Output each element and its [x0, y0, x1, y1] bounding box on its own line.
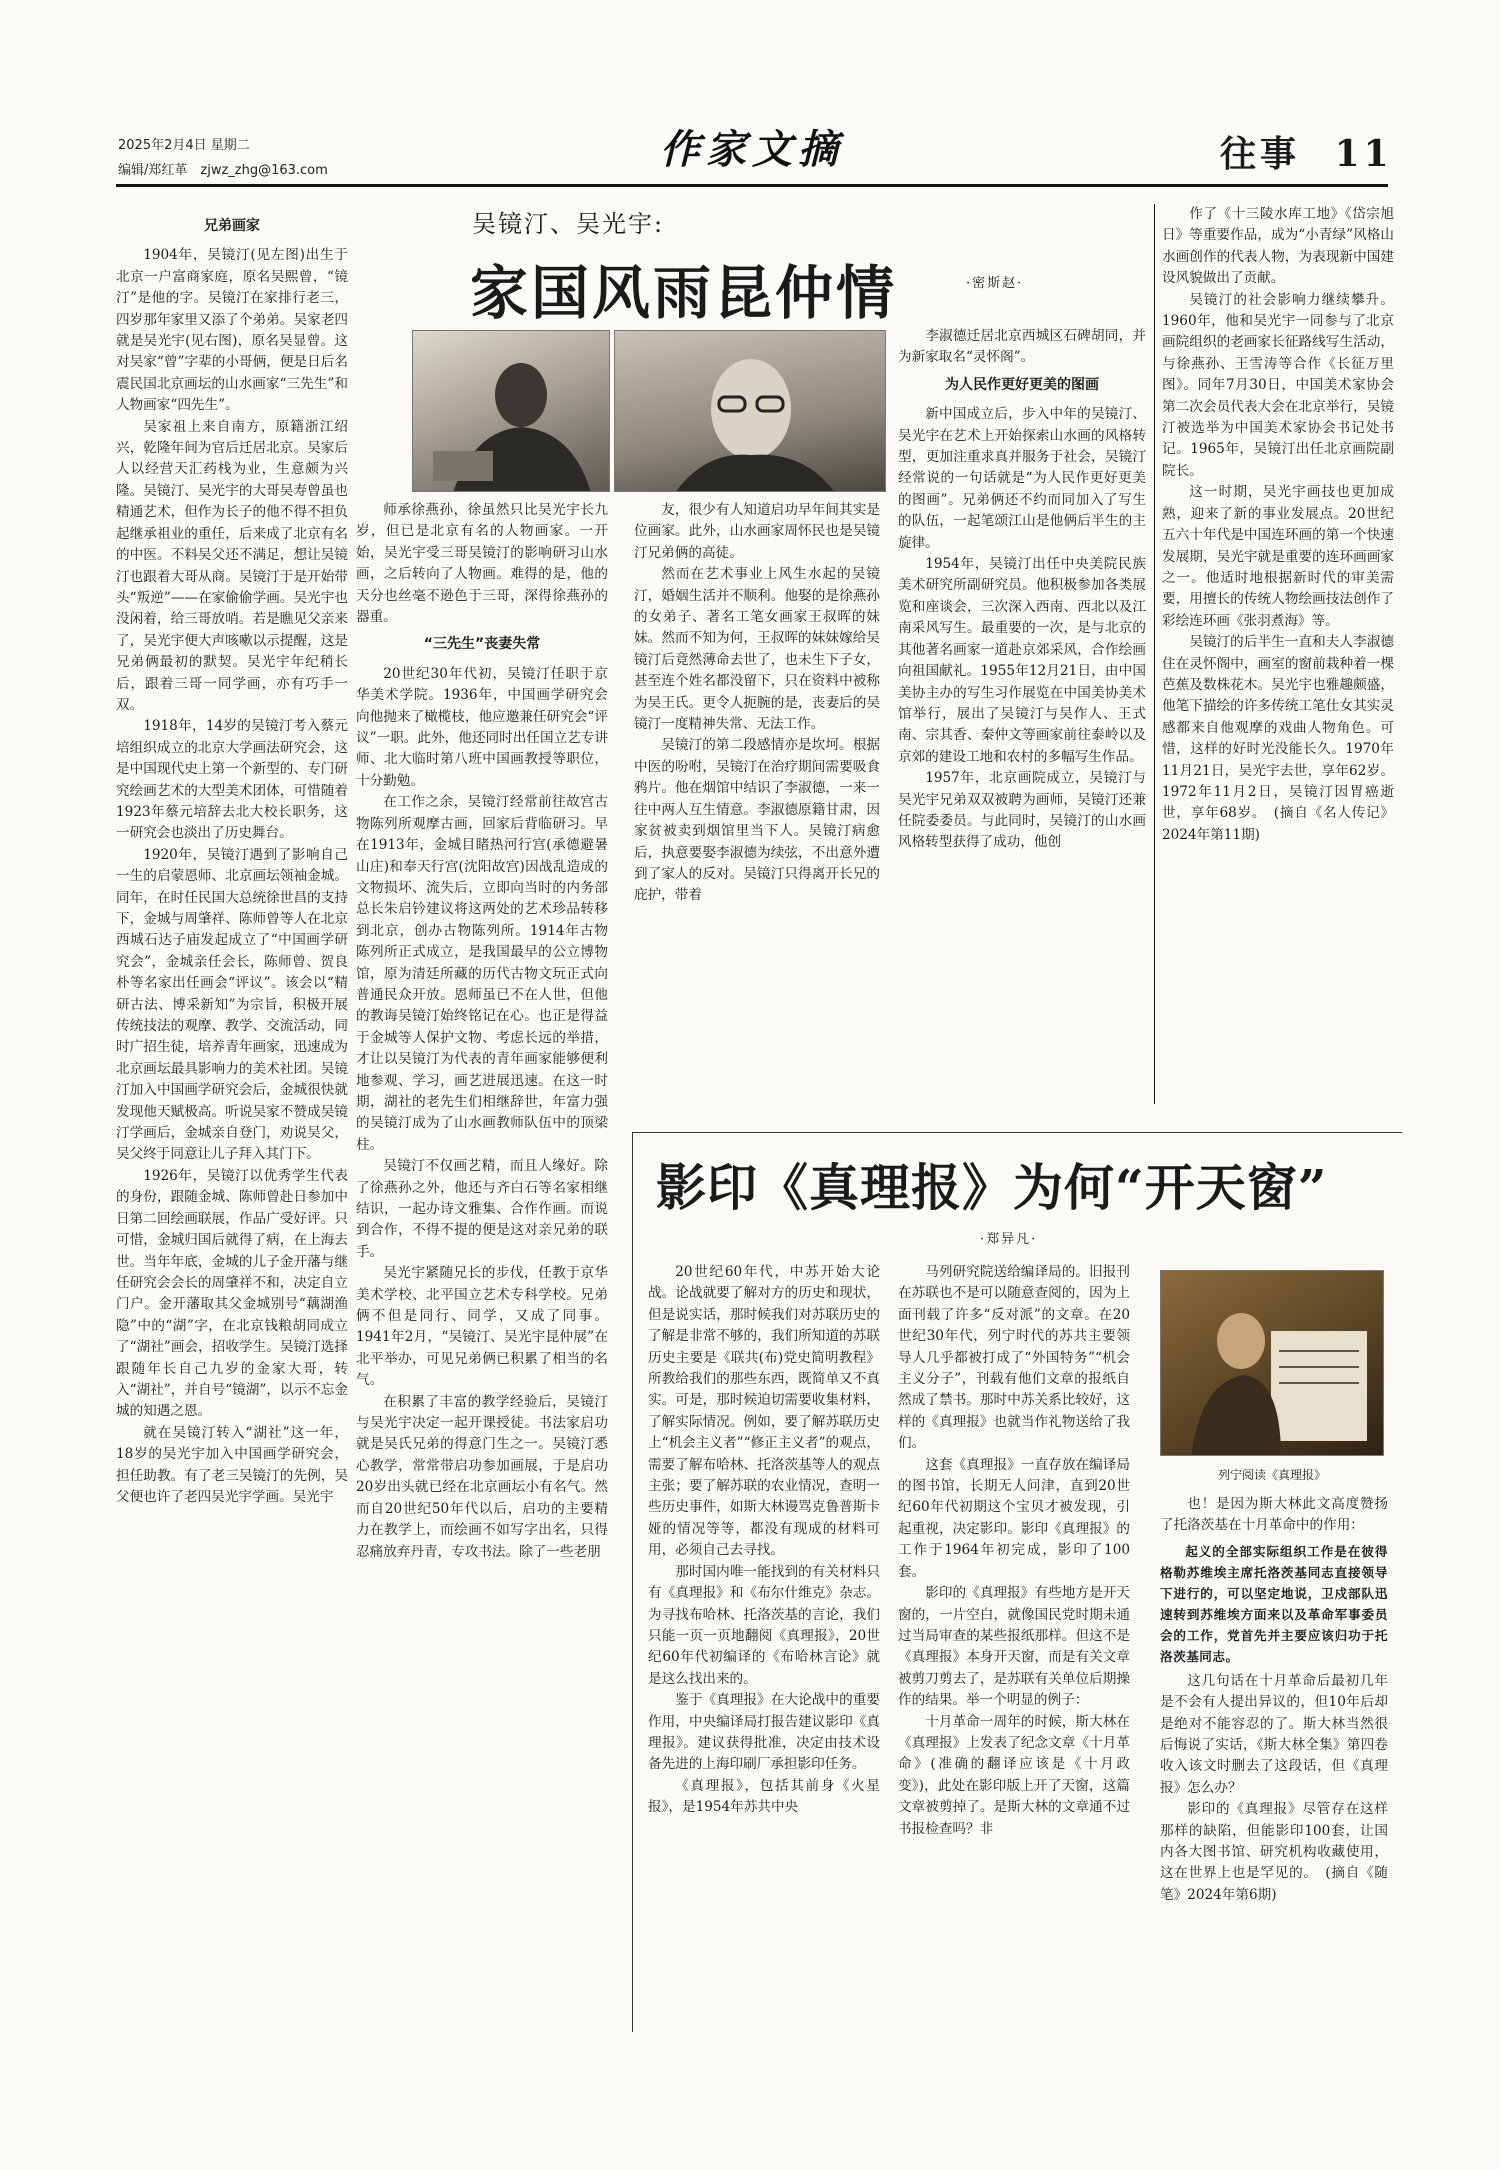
subhead-s3: 为人民作更好更美的图画 — [945, 376, 1099, 393]
paragraph: 这一时期，吴光宇画技也更加成熟，迎来了新的事业发展点。20世纪五六十年代是中国连环画的第一个快速发展期，吴光宇就是重要的连环画画家之一。他适时地根据新时代的审美需要，用擅长的传统人物绘画技法创作了彩绘连环画《张羽煮海》等。 — [1162, 484, 1394, 629]
photo-wu-guangyu — [614, 330, 886, 492]
article1-column-5 — [1162, 204, 1394, 1114]
col-body — [648, 1262, 880, 1819]
paragraph: 在工作之余，吴镜汀经常前往故宫古物陈列所观摩古画，回家后背临研习。早在1913年，金城目睹热河行宫(承德避暑山庄)和奉天行宫(沈阳故宫)因战乱造成的文物损坏、流失后，立即向当时的内务部总长朱启钤建议将这两处的艺术珍品转移到北京，创办古物陈列所。1914年古物陈列所正式成立，是我国最早的公立博物馆，原为清廷所藏的历代古物文玩正式向普通民众开放。恩师虽已不在人世，但他的教诲吴镜汀始终铭记在心。也正是得益于金城等人保护文物、考虑长远的举措，才让以吴镜汀为代表的青年画家能够便利地参观、学习，画艺进展迅速。在这一时期，湖社的老先生们相继辞世，年富力强的吴镜汀成为了山水画教师队伍中的顶梁柱。 — [356, 794, 608, 1153]
paragraph: 新中国成立后，步入中年的吴镜汀、吴光宇在艺术上开始探索山水画的风格转型，更加注重求真并服务于社会，吴镜汀经常说的一句话就是“为人民作更好更美的图画”。兄弟俩还不约而同加入了写生的队伍，一起笔颂江山是他俩后半生的主旋律。 — [898, 406, 1146, 551]
article1-headline: 家国风雨昆仲情 — [470, 259, 898, 327]
quote-block: 起义的全部实际组织工作是在彼得格勒苏维埃主席托洛茨基同志直接领导下进行的，可以坚定地说，卫戍部队迅速转到苏维埃方面来以及革命军事委员会的工作，党首先并主要应该归功于托洛茨基同志。 — [1160, 1543, 1388, 1664]
article1-column-2 — [356, 500, 608, 2075]
paragraph: 20世纪60年代，中苏开始大论战。论战就要了解对方的历史和现状，但是说实话，那时候我们对苏联历史的了解是非常不够的，我们所知道的苏联历史主要是《联共(布)党史简明教程》所教给我们的那些东西，既简单又不真实。可是，那时候迫切需要收集材料，了解实际情况。例如，要了解苏联历史上“机会主义者”“修正主义者”的观点，需要了解布哈林、托洛茨基等人的观点主张；要了解苏联的农业情况，查明一些历史事件，如斯大林谩骂克鲁普斯卡娅的情况等等，都没有现成的材料可用，必须自己去寻找。 — [648, 1264, 880, 1559]
col-body — [634, 500, 880, 907]
article2-column-2 — [898, 1262, 1130, 2072]
photo-caption: 列宁阅读《真理报》 — [1217, 1468, 1326, 1482]
painting-image — [1161, 1271, 1384, 1456]
paragraph: 1918年，14岁的吴镜汀考入蔡元培组织成立的北京大学画法研究会，这是中国现代史上第一个新型的、专门研究绘画艺术的大型美术团体，可惜随着1923年蔡元培辞去北大校长职务，这一研究会也淡出了历史舞台。 — [116, 718, 348, 842]
portrait-image — [413, 331, 610, 492]
col-body — [356, 500, 608, 1563]
article2-byline: ·郑异凡· — [980, 1232, 1038, 1247]
issue-date: 2025年2月4日 星期二 — [118, 138, 250, 153]
paragraph: 1954年，吴镜汀出任中央美院民族美术研究所副研究员。他积极参加各类展览和座谈会，三次深入西南、西北以及江南采风写生。最重要的一次，是与北京的其他著名画家一道赴京郊采风，合作绘画向祖国献礼。1955年12月21日，由中国美协主办的写生习作展览在中国美协美术馆举行，展出了吴镜汀与吴作人、王式南、宗其香、秦仲文等画家前往泰岭以及京郊的建设工地和农村的多幅写生作品。 — [898, 556, 1146, 765]
paragraph: 影印的《真理报》尽管存在这样那样的缺陷，但能影印100套，让国内各大图书馆、研究机构收藏使用，这在世界上也是罕见的。 (摘自《随笔》2024年第6期) — [1160, 1801, 1388, 1903]
article1-column-3 — [634, 500, 880, 1120]
paragraph: 然而在艺术事业上风生水起的吴镜汀，婚姻生活并不顺利。他娶的是徐燕孙的女弟子、著名工笔女画家王叔晖的妹妹。然而不知为何，王叔晖的妹妹嫁给吴镜汀后竟然薄命去世了，也未生下子女，甚至连个姓名都没留下，只在资料中被称为吴王氏。更令人扼腕的是，丧妻后的吴镜汀一度精神失常、无法工作。 — [634, 566, 880, 733]
paragraph: 友，很少有人知道启功早年间其实是位画家。此外，山水画家周怀民也是吴镜汀兄弟俩的高徒。 — [634, 502, 880, 561]
article2-column-1 — [648, 1262, 880, 2072]
paragraph: 吴家祖上来自南方，原籍浙江绍兴，乾隆年间为官后迁居北京。吴家后人以经营天汇药栈为业，生意颇为兴隆。吴镜汀、吴光宇的大哥吴寿曾虽也精通艺术，但作为长子的他不得不担负起继承祖业的重任，后来成了北京有名的中医。不料吴父还不满足，想让吴镜汀也跟着大哥从商。吴镜汀于是开始带头“叛逆”——在家偷偷学画。吴光宇也没闲着，给三哥放哨。若是瞧见父亲来了，吴光宇便大声咳嗽以示提醒，这是兄弟俩最初的默契。吴光宇年纪稍长后，跟着三哥一同学画，亦有巧手一双。 — [116, 418, 348, 713]
paragraph: 这套《真理报》一直存放在编译局的图书馆，长期无人问津，直到20世纪60年代初期这个宝贝才被发现，引起重视，决定影印。影印《真理报》的工作于1964年初完成，影印了100套。 — [898, 1456, 1130, 1580]
column-divider — [1154, 204, 1155, 1104]
paragraph: 影印的《真理报》有些地方是开天窗的，一片空白，就像国民党时期未通过当局审查的某些报纸那样。但这不是《真理报》本身开天窗，而是有关文章被剪刀剪去了，是苏联有关单位后期操作的结果。举一个明显的例子： — [898, 1585, 1130, 1709]
photo-wu-jingting — [412, 330, 610, 492]
paragraph: 就在吴镜汀转入“湖社”这一年，18岁的吴光宇加入中国画学研究会，担任助教。有了老三吴镜汀的先例，吴父便也许了老四吴光宇学画。吴光宇 — [116, 1424, 348, 1505]
paragraph: 20世纪30年代初，吴镜汀任职于京华美术学院。1936年，中国画学研究会向他抛来了橄榄枝，他应邀兼任研究会“评议”一职。此外，他还同时出任国立艺专讲师、北大临时第八班中国画教授等职位，十分勤勉。 — [356, 665, 608, 789]
paragraph: 吴镜汀的后半生一直和夫人李淑德住在灵怀阁中，画室的窗前栽种着一棵芭蕉及数株花木。吴光宇也雅趣颇盛，他笔下描绘的许多传统工笔仕女其实灵感都来自他观摩的戏曲人物角色。可惜，这样的好时光没能长久。1970年11月21日，吴光宇去世，享年62岁。1972年11月2日，吴镜汀因胃癌逝世，享年68岁。 (摘自《名人传记》2024年第11期) — [1162, 634, 1394, 843]
paragraph: 师承徐燕孙，徐虽然只比吴光宇长九岁，但已是北京有名的人物画家。一开始，吴光宇受三哥吴镜汀的影响研习山水画，之后转向了人物画。难得的是，他的天分也丝毫不逊色于三哥，深得徐燕孙的器重。 — [356, 502, 608, 626]
paragraph: 1957年，北京画院成立，吴镜汀与吴光宇兄弟双双被聘为画师，吴镜汀还兼任院委委员。与此同时，吴镜汀的山水画风格转型获得了成功，他创 — [898, 770, 1146, 851]
page-number: 11 — [1334, 133, 1393, 175]
paragraph: 十月革命一周年的时候，斯大林在《真理报》上发表了纪念文章《十月革命》(准确的翻译应该是《十月政变》)，此处在影印版上开了天窗，这篇文章被剪掉了。是斯大林的文章通不过书报检查吗？非 — [898, 1713, 1130, 1837]
portrait-image — [615, 331, 886, 492]
paragraph: 吴镜汀不仅画艺精，而且人缘好。除了徐燕孙之外，他还与齐白石等名家相继结识，一起办诗文雅集、合作作画。而说到合作，不得不提的便是这对亲兄弟的联手。 — [356, 1158, 608, 1260]
article1-column-1 — [116, 210, 348, 2075]
paragraph: 在积累了丰富的教学经验后，吴镜汀与吴光宇决定一起开课授徒。书法家启功就是吴氏兄弟的得意门生之一。吴镜汀悉心教学，常常带启功参加画展，于是启功20岁出头就已经在北京画坛小有名气。然而自20世纪50年代以后，启功的主要精力在教学上，而绘画不如写字出名，只得忍痛放弃丹青，专攻书法。除了一些老朋 — [356, 1393, 608, 1560]
paragraph: 那时国内唯一能找到的有关材料只有《真理报》和《布尔什维克》杂志。为寻找布哈林、托洛茨基的言论，我们只能一页一页地翻阅《真理报》，20世纪60年代初编译的《布哈林言论》就是这么找出来的。 — [648, 1563, 880, 1687]
subhead-s2: “三先生”丧妻失常 — [423, 636, 541, 653]
section-title — [1220, 126, 1393, 177]
subhead-brothers: 兄弟画家 — [204, 218, 260, 234]
paragraph: 《真理报》，包括其前身《火星报》，是1954年苏共中央 — [648, 1777, 880, 1816]
article1-byline: ·密斯赵· — [966, 276, 1024, 291]
col-body — [116, 245, 348, 1508]
article2-headline: 影印《真理报》为何“开天窗” — [656, 1158, 1328, 1217]
paragraph: 吴光宇紧随兄长的步伐，任教于京华美术学校、北平国立艺术专科学校。兄弟俩不但是同行、同学，又成了同事。1941年2月，“吴镜汀、吴光宇昆仲展”在北平举办，可见兄弟俩已积累了相当的名气。 — [356, 1265, 608, 1389]
col-body — [1162, 204, 1394, 846]
paragraph: 作了《十三陵水库工地》《岱宗旭日》等重要作品，成为“小青绿”风格山水画创作的代表人物，为表现新中国建设风貌做出了贡献。 — [1162, 206, 1394, 287]
paragraph: 马列研究院送给编译局的。旧报刊在苏联也不是可以随意查阅的，因为上面刊载了许多“反对派”的文章。在20世纪30年代，列宁时代的苏共主要领导人几乎都被打成了“外国特务”“机会主义分子”，刊载有他们文章的报纸自然成了禁书。那时中苏关系比较好，这样的《真理报》也就当作礼物送给了我们。 — [898, 1264, 1130, 1452]
paragraph: 1920年，吴镜汀遇到了影响自己一生的启蒙恩师、北京画坛领袖金城。同年，在时任民国大总统徐世昌的支持下，金城与周肇祥、陈师曾等人在北京西城石达子庙发起成立了“中国画学研究会”，金城亲任会长，陈师曾、贺良朴等名家出任画会“评议”。该会以“精研古法、博采新知”为宗旨，积极开展传统技法的观摩、教学、交流活动，同时广招生徒，培养青年画家，迅速成为北京画坛最具影响力的美术社团。吴镜汀加入中国画学研究会后，金城很快就发现他天赋极高。听说吴家不赞成吴镜汀学画后，金城亲自登门，劝说吴父，吴父终于同意让儿子拜入其门下。 — [116, 846, 348, 1163]
paragraph: 也！是因为斯大林此文高度赞扬了托洛茨基在十月革命中的作用： — [1160, 1496, 1388, 1534]
col-body — [898, 326, 1146, 854]
paragraph: 李淑德迁居北京西城区石碑胡同，并为新家取名“灵怀阁”。 — [898, 328, 1146, 366]
paragraph: 吴镜汀的第二段感情亦是坎坷。根据中医的吩咐，吴镜汀在治疗期间需要吸食鸦片。他在烟馆中结识了李淑德，一来一往中两人互生情意。李淑德原籍甘肃，因家贫被卖到烟馆里当下人。吴镜汀病愈后，执意要娶李淑德为续弦，不出意外遭到了家人的反对。吴镜汀只得离开长兄的庇护，带着 — [634, 737, 880, 904]
paragraph: 1904年，吴镜汀(见左图)出生于北京一户富商家庭，原名吴熙曾，“镜汀”是他的字。吴镜汀在家排行老三，四岁那年家里又添了个弟弟。吴家老四就是吴光宇(见右图)，原名吴显曾。这对吴家“曾”字辈的小哥俩，便是日后名震民国北京画坛的山水画家“三先生”和人物画家“四先生”。 — [116, 247, 348, 414]
article2-column-3 — [1160, 1494, 1388, 2074]
section-name: 往事 — [1220, 133, 1301, 175]
paragraph: 这几句话在十月革命后最初几年是不会有人提出异议的，但10年后却是绝对不能容忍的了。斯大林当然很后悔说了实话，《斯大林全集》第四卷收入该文时删去了这段话，但《真理报》怎么办？ — [1160, 1672, 1388, 1796]
paragraph: 鉴于《真理报》在大论战中的重要作用，中央编译局打报告建议影印《真理报》。建议获得批准，决定由技术设备先进的上海印刷厂承担影印任务。 — [648, 1692, 880, 1773]
paragraph: 吴镜汀的社会影响力继续攀升。1960年，他和吴光宇一同参与了北京画院组织的老画家长征路线写生活动，与徐燕孙、王雪涛等合作《长征万里图》。同年7月30日，中国美术家协会第二次会员代表大会在北京举行，吴镜汀被选举为中国美术家协会书记处书记。1965年，吴镜汀出任北京画院副院长。 — [1162, 291, 1394, 479]
editor-info: 编辑/郑红革 zjwz_zhg@163.com — [118, 163, 328, 178]
header-rule — [116, 184, 1388, 187]
col-body — [1160, 1494, 1388, 1906]
article1-kicker: 吴镜汀、吴光宇: — [472, 210, 665, 238]
photo-lenin-reading — [1160, 1270, 1384, 1456]
masthead-logo: 作家文摘 — [660, 126, 844, 173]
paragraph: 1926年，吴镜汀以优秀学生代表的身份，跟随金城、陈师曾赴日参加中日第二回绘画联展，作品广受好评。只可惜，金城归国后就得了病，在上海去世。当年年底，金城的儿子金开藩与继任研究会会长的周肇祥不和，决定自立门户。金开藩取其父金城别号“藕湖渔隐”中的“湖”字，在北京钱粮胡同成立了“湖社”画会，招收学生。吴镜汀选择跟随年长自己九岁的金家大哥，转入“湖社”，并自号“镜湖”，以示不忘金城的知遇之恩。 — [116, 1167, 348, 1420]
article1-column-4 — [898, 326, 1146, 1120]
col-body — [898, 1262, 1130, 1840]
